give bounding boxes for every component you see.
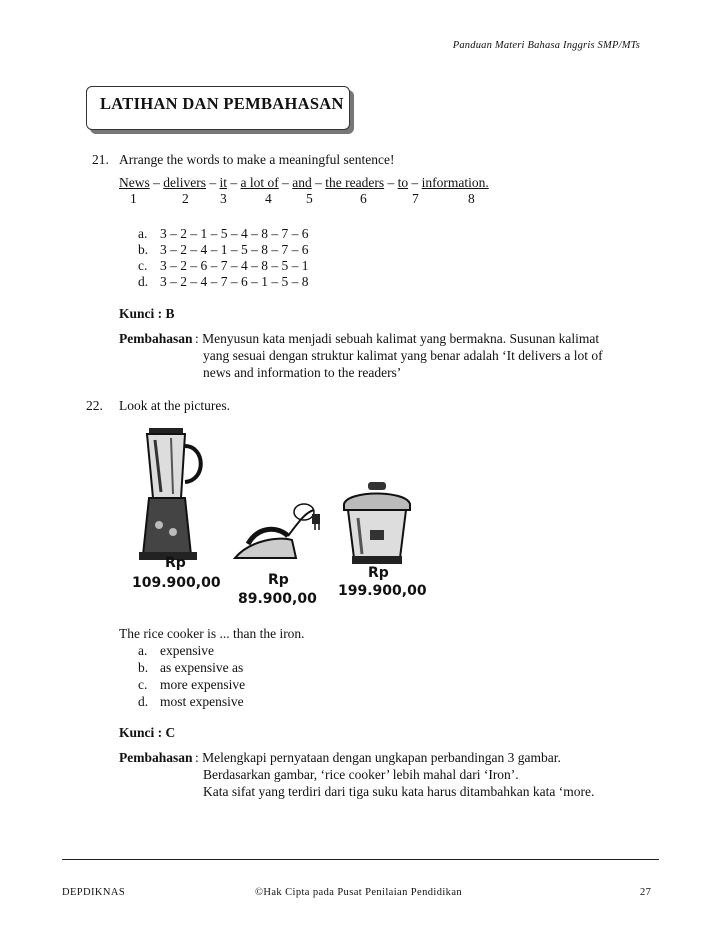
footer-rule	[62, 859, 659, 860]
q21-separator: –	[153, 175, 160, 190]
q21-word: delivers	[163, 175, 206, 190]
q21-word: News	[119, 175, 150, 190]
q21-number: 21.	[92, 152, 109, 167]
blender-price-rp: Rp	[165, 555, 186, 571]
q21-explanation-line: : Menyusun kata menjadi sebuah kalimat yang bermakna. Susunan kalimat	[195, 331, 600, 346]
q21-index: 3	[220, 191, 227, 206]
q21-word: it	[219, 175, 228, 190]
q21-option-letter: a.	[138, 226, 148, 241]
rice-cooker-price-amount: 199.900,00	[338, 583, 427, 599]
iron-image	[230, 500, 330, 570]
footer-left: DEPDIKNAS	[62, 887, 126, 898]
q21-separator: –	[411, 175, 419, 190]
q21-word: information.	[421, 175, 489, 190]
rice-cooker-image	[338, 478, 416, 568]
q21-separator: –	[315, 175, 322, 190]
rice-cooker-price-rp: Rp	[368, 565, 389, 581]
q21-option-letter: c.	[138, 258, 148, 273]
q21-index: 7	[412, 191, 419, 206]
q21-explanation-line: news and information to the readers’	[203, 365, 402, 380]
q21-index: 4	[265, 191, 272, 206]
q22-option-text: most expensive	[160, 694, 244, 709]
footer-copyright: ©Hak Cipta pada Pusat Penilaian Pendidikan	[255, 887, 463, 898]
q21-option-letter: d.	[138, 274, 149, 289]
q21-option-text: 3 – 2 – 4 – 7 – 6 – 1 – 5 – 8	[160, 274, 309, 289]
q21-word: a lot of	[240, 175, 279, 190]
q21-index: 6	[360, 191, 367, 206]
q22-prompt: Look at the pictures.	[119, 398, 230, 413]
q21-word: to	[397, 175, 409, 190]
q21-option-text: 3 – 2 – 1 – 5 – 4 – 8 – 7 – 6	[160, 226, 309, 241]
blender-price-amount: 109.900,00	[132, 575, 221, 591]
iron-price-amount: 89.900,00	[238, 591, 317, 607]
q21-option-text: 3 – 2 – 6 – 7 – 4 – 8 – 5 – 1	[160, 258, 309, 273]
q21-separator: –	[209, 175, 217, 190]
page-header: Panduan Materi Bahasa Inggris SMP/MTs	[452, 40, 640, 51]
q21-index: 2	[182, 191, 189, 206]
q21-word: and	[292, 175, 312, 190]
q22-option-letter: c.	[138, 677, 148, 692]
q22-explanation-label: Pembahasan	[119, 750, 193, 765]
q22-option-text: expensive	[160, 643, 214, 658]
q21-index: 1	[130, 191, 137, 206]
q21-option-text: 3 – 2 – 4 – 1 – 5 – 8 – 7 – 6	[160, 242, 309, 257]
q21-explanation-line: yang sesuai dengan struktur kalimat yang benar adalah ‘It delivers a lot of	[203, 348, 603, 363]
q22-explanation-line: : Melengkapi pernyataan dengan ungkapan perbandingan 3 gambar.	[195, 750, 561, 765]
q21-word-list	[119, 175, 489, 191]
q22-option-letter: d.	[138, 694, 149, 709]
q22-explanation-line: Berdasarkan gambar, ‘rice cooker’ lebih mahal dari ‘Iron’.	[203, 767, 519, 782]
q22-question: The rice cooker is ... than the iron.	[119, 626, 305, 641]
q22-option-letter: b.	[138, 660, 149, 675]
page-number: 27	[640, 887, 652, 898]
q22-explanation-line: Kata sifat yang terdiri dari tiga suku kata harus ditambahkan kata ‘more.	[203, 784, 595, 799]
iron-price-rp: Rp	[268, 572, 289, 588]
q21-prompt: Arrange the words to make a meaningful sentence!	[119, 152, 395, 167]
q22-number: 22.	[86, 398, 103, 413]
q21-separator: –	[282, 175, 289, 190]
q21-index: 5	[306, 191, 313, 206]
q21-separator: –	[230, 175, 238, 190]
q22-option-text: more expensive	[160, 677, 246, 692]
blender-image	[135, 420, 215, 565]
q21-separator: –	[387, 175, 395, 190]
section-title: LATIHAN DAN PEMBAHASAN	[100, 94, 344, 113]
q21-word: the readers	[325, 175, 385, 190]
q22-option-letter: a.	[138, 643, 148, 658]
q22-option-text: as expensive as	[160, 660, 244, 675]
q21-explanation-label: Pembahasan	[119, 331, 193, 346]
q21-option-letter: b.	[138, 242, 149, 257]
q21-answer-key: Kunci : B	[119, 306, 175, 321]
q22-answer-key: Kunci : C	[119, 725, 176, 740]
q21-index: 8	[468, 191, 475, 206]
